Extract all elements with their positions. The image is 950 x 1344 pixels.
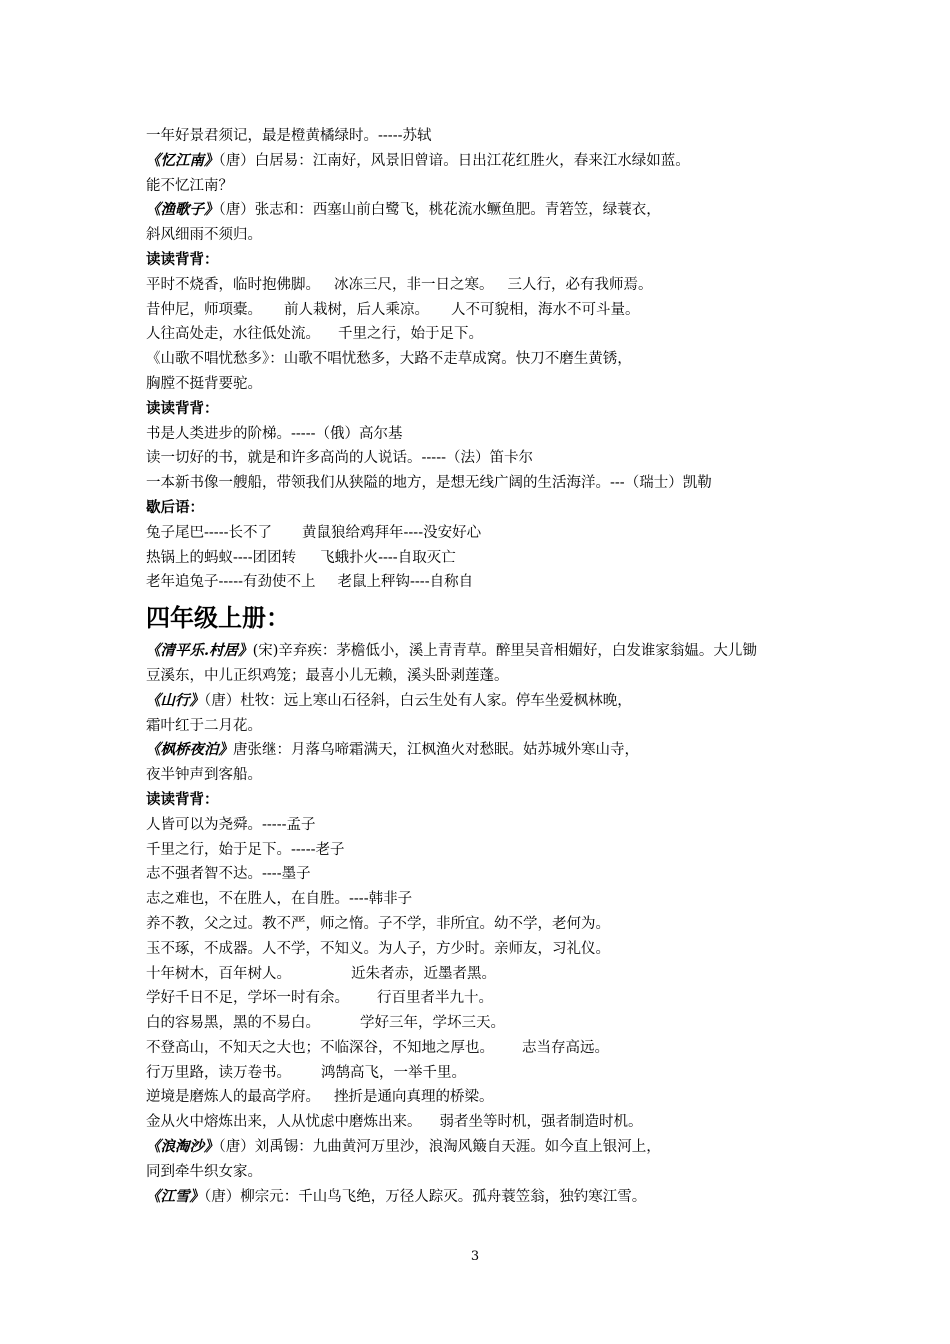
grade-section-title: 四年级上册： <box>146 604 290 633</box>
text-line <box>146 813 826 838</box>
phrase: 挫折是通向真理的桥梁。 <box>334 1089 494 1106</box>
phrase: 学好三年，学坏三天。 <box>360 1015 505 1032</box>
text-line <box>146 714 826 739</box>
phrase: 千里之行，始于足下。-----老子 <box>146 841 345 858</box>
poem-line <box>146 639 826 664</box>
line-text: 夜半钟声到客船。 <box>146 767 262 784</box>
text-line <box>146 887 826 912</box>
poem-text: (宋)辛弃疾：茅檐低小，溪上青青草。醉里吴音相媚好，白发谁家翁媪。大儿锄 <box>252 643 757 660</box>
poem-title: 《清平乐.村居》 <box>146 642 253 660</box>
text-line <box>146 174 826 199</box>
phrase: 志不强者智不达。----墨子 <box>146 866 311 883</box>
text-line <box>146 347 826 372</box>
poem-title: 《浪淘沙》 <box>146 1138 219 1156</box>
text-line <box>146 570 826 595</box>
section-heading: 读读背背： <box>146 251 219 268</box>
text-line: 一本新书像一艘船，带领我们从狭隘的地方，是想无线广阔的生活海洋。---（瑞士）凯勒 <box>146 475 712 492</box>
poem-text: 唐张继：月落乌啼霜满天，江枫渔火对愁眠。姑苏城外寒山寺， <box>233 742 639 759</box>
text-line <box>146 546 826 571</box>
section-heading: 歇后语： <box>146 499 204 516</box>
text-line <box>146 937 826 962</box>
poem-text: （唐）杜牧：远上寒山石径斜，白云生处有人家。停车坐爱枫林晚， <box>204 692 632 709</box>
poem-line <box>146 1135 826 1160</box>
page-content <box>146 124 826 1209</box>
phrase: 老年追兔子-----有劲使不上 <box>146 574 316 591</box>
poem-line <box>146 689 826 714</box>
poem-title: 《山行》 <box>146 691 204 709</box>
text-line <box>146 124 826 149</box>
text-line: 书是人类进步的阶梯。-----（俄）高尔基 <box>146 425 403 442</box>
phrase: 千里之行，始于足下。 <box>338 326 483 343</box>
text-line <box>146 962 826 987</box>
phrase: 不登高山，不知天之大也；不临深谷，不知地之厚也。 <box>146 1039 494 1056</box>
text-line <box>146 298 826 323</box>
phrase: 志之难也，不在胜人，在自胜。----韩非子 <box>146 891 413 908</box>
text-line <box>146 322 826 347</box>
phrase: 热锅上的蚂蚁----团团转 <box>146 549 297 566</box>
phrase: 逆境是磨炼人的最高学府。 <box>146 1089 320 1106</box>
text-line <box>146 763 826 788</box>
phrase: 鸿鹄高飞，一举千里。 <box>321 1064 466 1081</box>
poem-line <box>146 198 826 223</box>
text-line <box>146 838 826 863</box>
phrase: 弱者坐等时机，强者制造时机。 <box>439 1114 643 1131</box>
poem-line <box>146 1185 826 1210</box>
phrase: 人不可貌相，海水不可斗量。 <box>451 301 640 318</box>
phrase: 昔仲尼，师项橐。 <box>146 301 262 318</box>
phrase: 行万里路，读万卷书。 <box>146 1064 291 1081</box>
phrase: 玉不琢，不成器。人不学，不知义。为人子，方少时。亲师友，习礼仪。 <box>146 940 610 957</box>
poem-title: 《渔歌子》 <box>146 201 219 219</box>
section-heading: 读读背背： <box>146 791 219 808</box>
section-heading: 读读背背： <box>146 400 219 417</box>
poem-line <box>146 149 826 174</box>
text-line <box>146 223 826 248</box>
text-line <box>146 1036 826 1061</box>
line-text: 豆溪东，中儿正织鸡笼；最喜小儿无赖，溪头卧剥莲蓬。 <box>146 667 509 684</box>
phrase: 前人栽树，后人乘凉。 <box>284 301 429 318</box>
phrase: 白的容易黑，黑的不易白。 <box>146 1015 320 1032</box>
text-line <box>146 986 826 1011</box>
phrase: 养不教，父之过。教不严，师之惰。子不学，非所宜。幼不学，老何为。 <box>146 915 610 932</box>
text-line <box>146 521 826 546</box>
poem-text: （唐）白居易：江南好，风景旧曾谙。日出江花红胜火，春来江水绿如蓝。 <box>218 152 690 169</box>
poem-text: （唐）柳宗元：千山鸟飞绝，万径人踪灭。孤舟蓑笠翁，独钓寒江雪。 <box>204 1188 647 1205</box>
phrase: 行百里者半九十。 <box>377 990 493 1007</box>
text-line <box>146 1160 826 1185</box>
text-line <box>146 1110 826 1135</box>
phrase: 冰冻三尺，非一日之寒。 <box>334 276 494 293</box>
text-line <box>146 1061 826 1086</box>
text-line <box>146 372 826 397</box>
text-line <box>146 664 826 689</box>
phrase: 黄鼠狼给鸡拜年----没安好心 <box>302 524 482 541</box>
phrase: 老鼠上秤钩----自称自 <box>337 574 474 591</box>
line-text: 一年好景君须记，最是橙黄橘绿时。-----苏轼 <box>146 128 432 144</box>
phrase: 人往高处走，水往低处流。 <box>146 326 320 343</box>
line-text: 霜叶红于二月花。 <box>146 717 262 734</box>
text-line: 读一切好的书，就是和许多高尚的人说话。-----（法）笛卡尔 <box>146 450 533 467</box>
poem-text: （唐）刘禹锡：九曲黄河万里沙，浪淘风簸自天涯。如今直上银河上， <box>218 1139 661 1156</box>
phrase: 学好千日不足，学坏一时有余。 <box>146 990 349 1007</box>
text-line <box>146 862 826 887</box>
phrase: 飞蛾扑火----自取灭亡 <box>320 549 456 566</box>
text-line <box>146 273 826 298</box>
phrase: 平时不烧香，临时抱佛脚。 <box>146 276 320 293</box>
text-line <box>146 912 826 937</box>
phrase: 《山歌不唱忧愁多》：山歌不唱忧愁多，大路不走草成窝。快刀不磨生黄锈， <box>146 351 632 368</box>
phrase: 志当存高远。 <box>522 1039 609 1056</box>
poem-text: （唐）张志和：西塞山前白鹭飞，桃花流水鳜鱼肥。青箬笠，绿蓑衣， <box>218 202 661 219</box>
phrase: 兔子尾巴-----长不了 <box>146 524 272 541</box>
line-text: 斜风细雨不须归。 <box>146 227 262 244</box>
phrase: 金从火中熔炼出来，人从忧虑中磨炼出来。 <box>146 1114 422 1131</box>
phrase: 近朱者赤，近墨者黑。 <box>351 965 496 982</box>
poem-line <box>146 738 826 763</box>
page-number: 3 <box>470 1249 480 1264</box>
line-text: 能不忆江南？ <box>146 177 233 194</box>
poem-title: 《忆江南》 <box>146 151 219 169</box>
poem-title: 《江雪》 <box>146 1187 204 1205</box>
text-line <box>146 1011 826 1036</box>
text-line <box>146 1085 826 1110</box>
phrase: 十年树木，百年树人。 <box>146 965 291 982</box>
phrase: 人皆可以为尧舜。-----孟子 <box>146 816 316 833</box>
phrase: 三人行，必有我师焉。 <box>507 276 653 293</box>
poem-title: 《枫桥夜泊》 <box>146 741 233 759</box>
line-text: 同到牵牛织女家。 <box>146 1163 262 1180</box>
phrase: 胸膛不挺背要驼。 <box>146 375 262 392</box>
